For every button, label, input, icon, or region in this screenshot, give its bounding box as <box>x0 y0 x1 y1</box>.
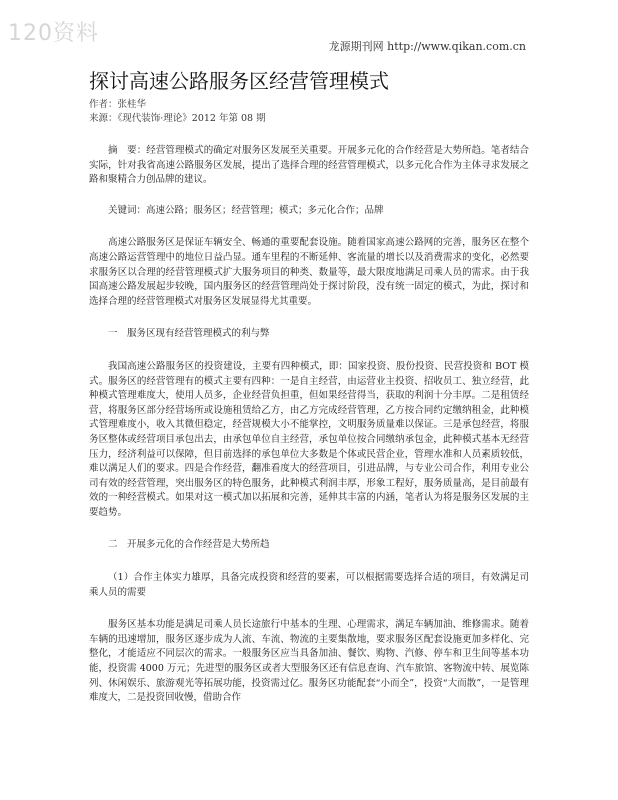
article-body <box>89 68 529 706</box>
article-author: 作者：张桂华 <box>89 99 147 110</box>
section2-paragraph: 服务区基本功能是满足司乘人员长途旅行中基本的生理、心理需求，满足车辆加油、维修需求。随着车辆的迅速增加，服务区逐步成为人流、车流、物流的主要集散地，要求服务区配套设施更加多样化、完整化，才能适应不同层次的需求。一般服务区应当具备加油、餐饮、购物、汽修、停车和卫生间等基本功能，投资需 4000 万元；先进型的服务区或者大型服务区还有信息查询、汽车旅馆、客物流中转、展览陈列、休闲娱乐、旅游观光等拓展功能，投资需过亿。服务区功能配套“小而全”，投资“大而散”，一是管理难度大，二是投资回收慢，借助合作 <box>89 619 529 704</box>
intro-paragraph: 高速公路服务区是保证车辆安全、畅通的重要配套设施。随着国家高速公路网的完善，服务区在整个高速公路运营管理中的地位日益凸显。通车里程的不断延伸、客流量的增长以及消费需求的变化，必然要求服务区以合理的经营管理模式扩大服务项目的种类、数量等，最大限度地满足司乘人员的需求。由于我国高速公路发展起步较晚，国内服务区的经营管理尚处于探讨阶段，没有统一固定的模式，为此，探讨和选择合理的经营管理模式对服务区发展显得尤其重要。 <box>89 237 529 307</box>
section1-paragraph: 我国高速公路服务区的投资建设，主要有四种模式，即：国家投资、股份投资、民营投资和 BOT 模式。服务区的经营管理有的模式主要有四种：一是自主经营，由运营业主投资、招收员工、独立经营，此种模式管理难度大，使用人员多，企业经营负担重，但如果经营得当，获取的利润十分丰厚。二是租赁经营，将服务区部分经营场所或设施租赁给乙方，由乙方完成经营管理，乙方按合同约定缴纳租金，此种模式管理难度小，收入其微但稳定，经营规模大小不能掌控，文明服务质量难以保证。三是承包经营，将服务区整体或经营项目承包出去，由承包单位自主经营，承包单位按合同缴纳承包金，此种模式基本无经营压力，经济利益可以保障，但目前选择的承包单位大多数是个体或民营企业，管理水准和人员素质较低，难以满足人们的要求。四是合作经营，翻准看度大的经营项目，引进品牌，与专业公司合作，利用专业公司有效的经营管理，突出服务区的特色服务，此种模式利润丰厚，形象工程好，服务质量高，是目前最有效的一种经营模式。如果对这一模式加以拓展和完善，延伸其丰富的内涵，笔者认为将是服务区发展的主要趋势。 <box>89 360 529 518</box>
section1-heading: 一 服务区现有经营管理模式的利与弊 <box>108 328 270 340</box>
abstract-paragraph: 摘 要：经营管理模式的确定对服务区发展至关重要。开展多元化的合作经营是大势所趋。笔者结合实际，针对我省高速公路服务区发展，提出了选择合理的经营管理模式，以多元化合作为主体寻求发展之路和聚精合力创品牌的建议。 <box>89 145 529 186</box>
section2-subheading: （1）合作主体实力雄厚，具备完成投资和经营的要素，可以根据需要选择合适的项目，有效满足司乘人员的需要 <box>89 572 529 598</box>
article-source: 来源：《现代装饰·理论》2012 年第 08 期 <box>89 113 266 124</box>
section2-heading: 二 开展多元化的合作经营是大势所趋 <box>108 539 270 551</box>
keywords-line: 关键词：高速公路；服务区；经营管理；模式；多元化合作；品牌 <box>108 204 384 216</box>
site-header-url[interactable]: 龙源期刊网 http://www.qikan.com.cn <box>328 40 526 53</box>
article-title: 探讨高速公路服务区经营管理模式 <box>89 69 389 93</box>
watermark-logo: 120资料 <box>8 21 99 46</box>
